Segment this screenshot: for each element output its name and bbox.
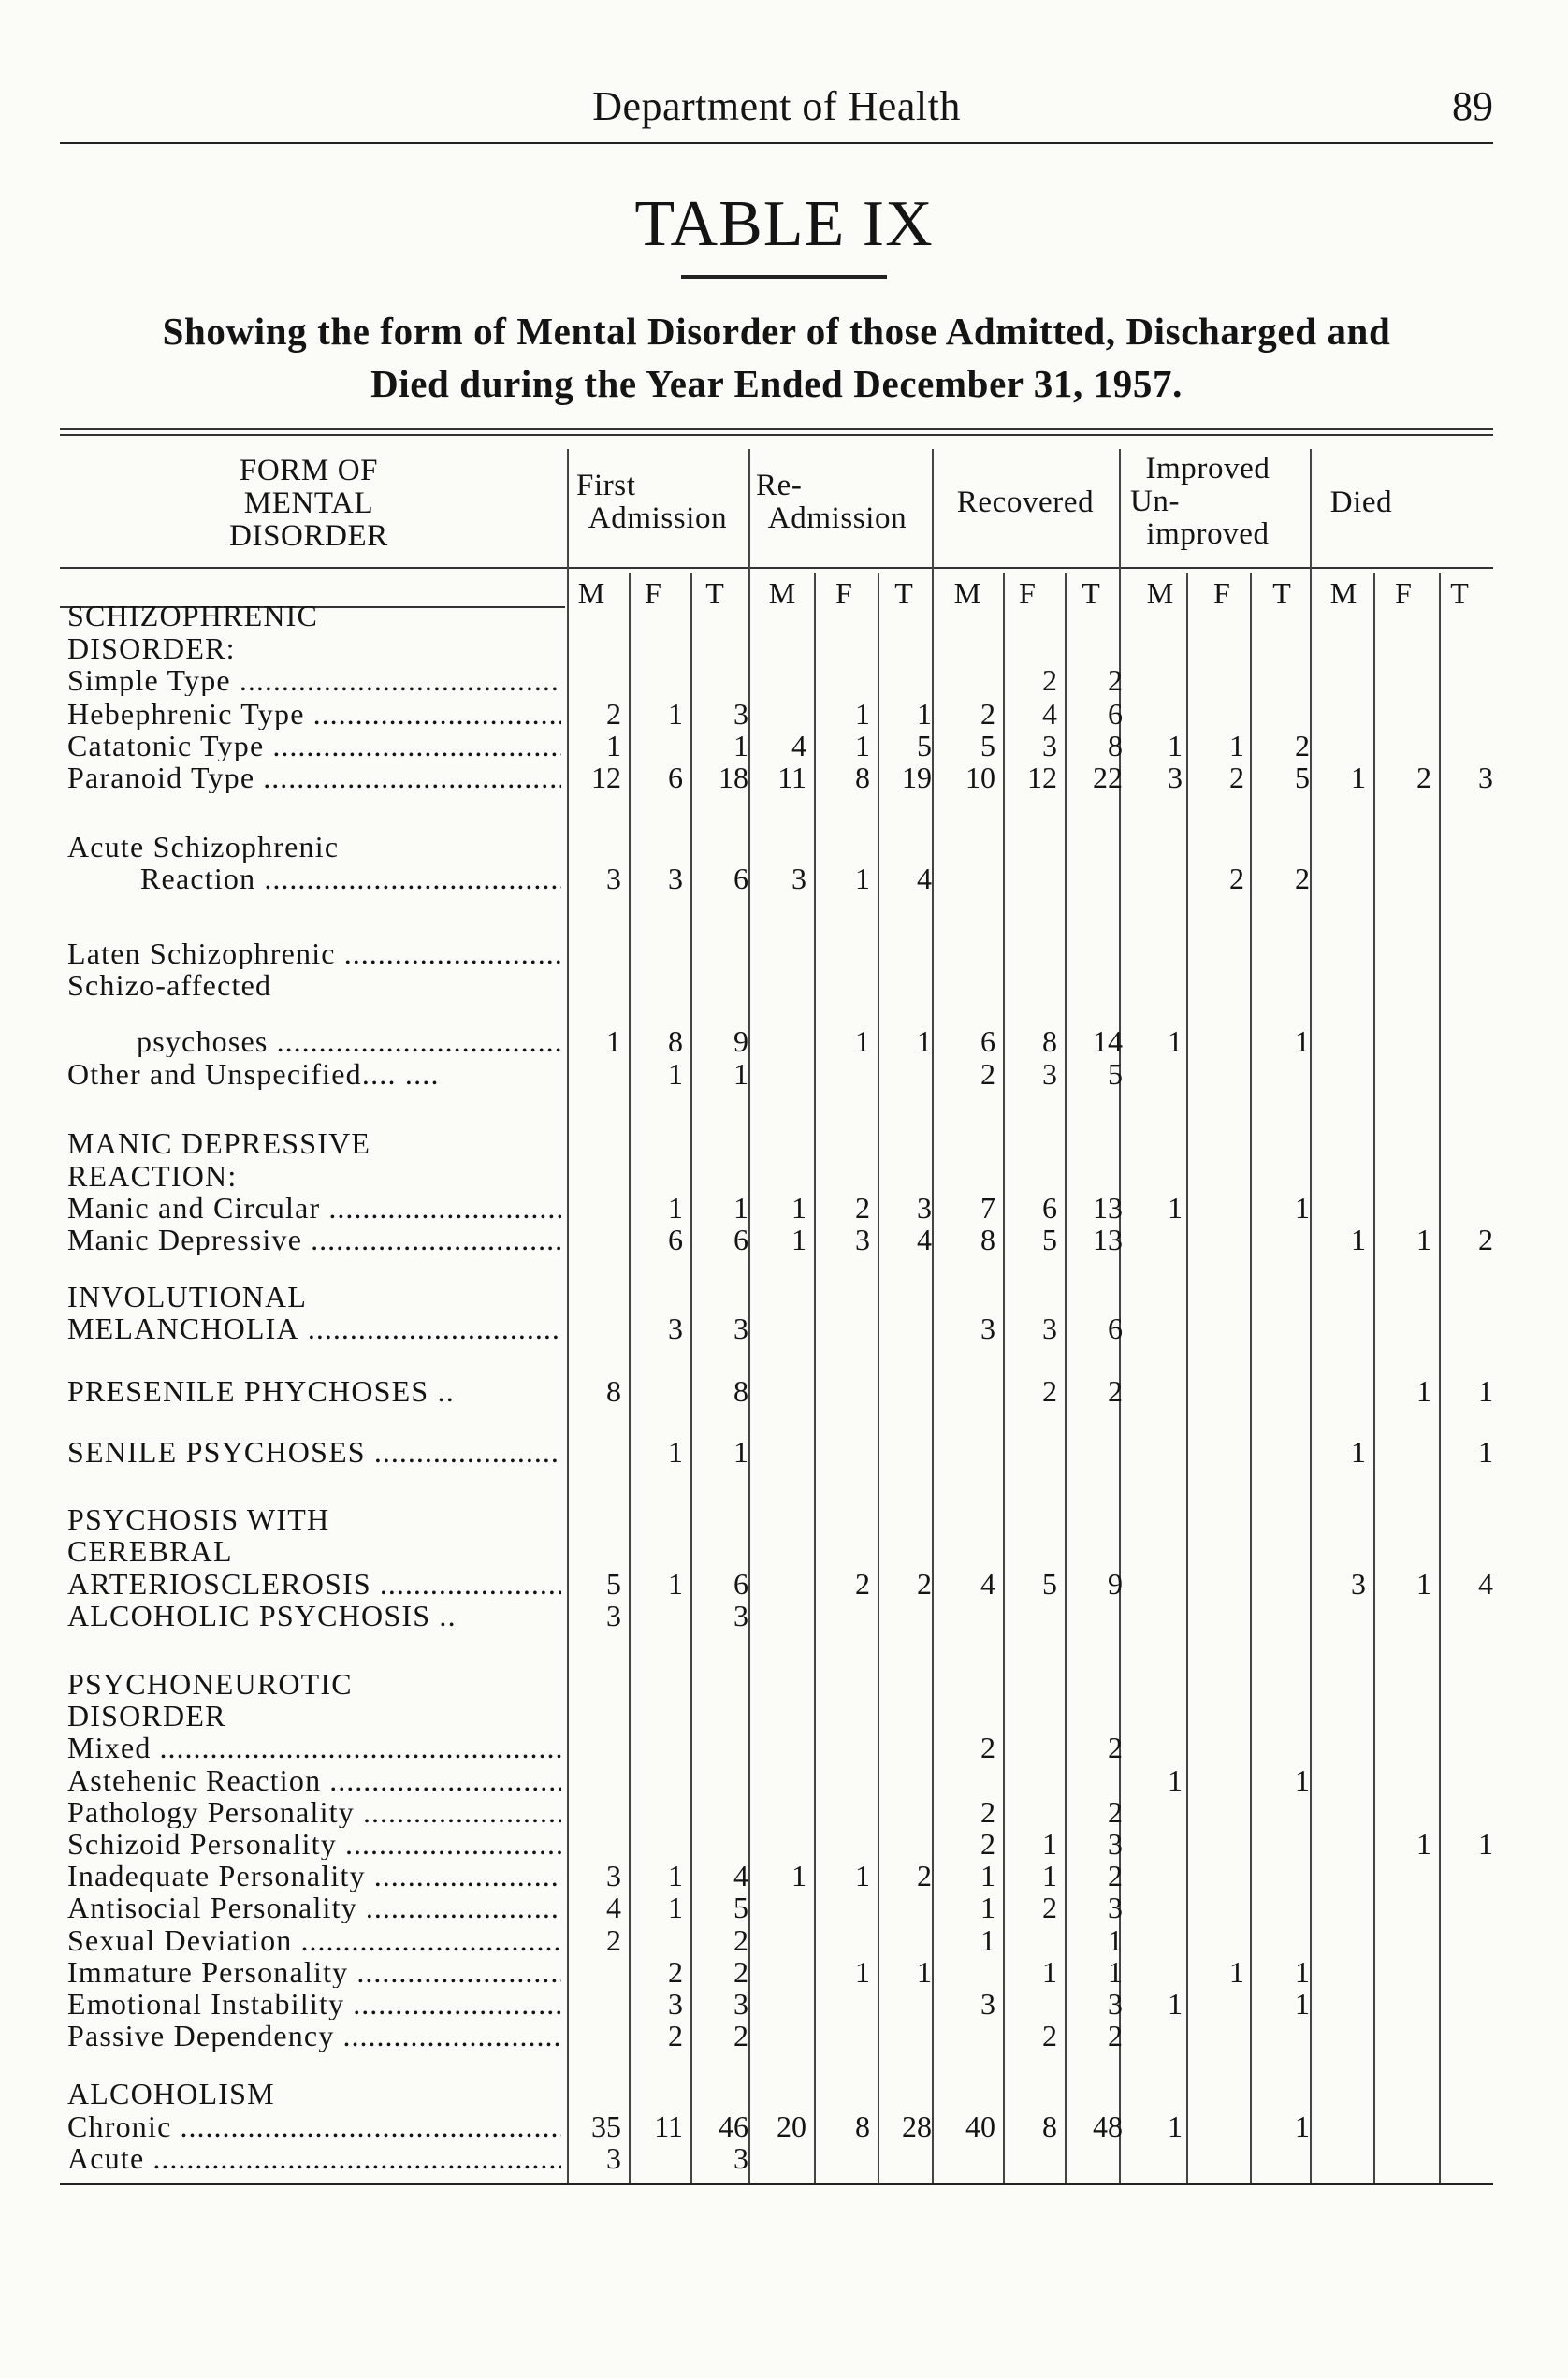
table-cell: 1 bbox=[1295, 1191, 1310, 1225]
table-cell: 3 bbox=[855, 1223, 870, 1256]
table-cell: 1 bbox=[855, 697, 870, 731]
table-cell: 1 bbox=[668, 697, 683, 731]
table-cell: 6 bbox=[1108, 697, 1123, 731]
table-cell: 3 bbox=[668, 862, 683, 895]
table-cell: 1 bbox=[1229, 1955, 1244, 1989]
row-label: PSYCHONEUROTIC bbox=[67, 1668, 353, 1700]
table-cell: 3 bbox=[606, 1599, 621, 1632]
table-cell: 2 bbox=[733, 1923, 748, 1957]
row-label: Immature Personality ..... bbox=[67, 1956, 561, 1988]
first-line-2: Admission bbox=[588, 501, 728, 535]
table-cell: 1 bbox=[791, 1223, 806, 1256]
row-label: PRESENILE PHYCHOSES .. bbox=[67, 1375, 456, 1407]
table-cell: 1 bbox=[1295, 2110, 1310, 2143]
table-row bbox=[67, 969, 561, 1001]
table-cell: 1 bbox=[1351, 761, 1366, 794]
table-cell: 1 bbox=[1295, 1955, 1310, 1989]
row-label: Schizo-affected bbox=[67, 969, 272, 1001]
table-cell: 2 bbox=[1478, 1223, 1493, 1256]
table-cell: 1 bbox=[1295, 1024, 1310, 1058]
table-cell: 1 bbox=[668, 1567, 683, 1601]
table-cell: 5 bbox=[1042, 1567, 1057, 1601]
table-cell: 2 bbox=[1295, 729, 1310, 762]
row-label: Passive Dependency ..... bbox=[67, 2020, 561, 2052]
table-cell: 1 bbox=[1478, 1435, 1493, 1469]
table-row bbox=[67, 1600, 561, 1631]
row-label: Paranoid Type ..... bbox=[67, 761, 561, 793]
table-cell: 13 bbox=[1093, 1191, 1123, 1225]
table-cell: 1 bbox=[733, 1191, 748, 1225]
table-cell: 2 bbox=[980, 697, 995, 731]
table-cell: 2 bbox=[1042, 1891, 1057, 1924]
col-head-died: Died bbox=[1329, 486, 1393, 519]
table-cell: 9 bbox=[733, 1024, 748, 1058]
column-rule bbox=[1186, 573, 1188, 2183]
table-cell: 8 bbox=[1108, 729, 1123, 762]
table-row bbox=[67, 1436, 561, 1468]
table-cell: 1 bbox=[980, 1923, 995, 1957]
table-row bbox=[67, 1535, 561, 1567]
table-cell: 1 bbox=[1229, 729, 1244, 762]
table-cell: 14 bbox=[1093, 1024, 1123, 1058]
table-row bbox=[67, 1025, 561, 1057]
table-cell: 1 bbox=[855, 1859, 870, 1892]
row-label: MANIC DEPRESSIVE bbox=[67, 1127, 371, 1159]
table-cell: 3 bbox=[1478, 761, 1493, 794]
table-row bbox=[67, 1568, 561, 1600]
row-label: Simple Type ..... bbox=[67, 664, 561, 696]
table-cell: 3 bbox=[733, 2141, 748, 2175]
table-cell: 6 bbox=[980, 1024, 995, 1058]
table-row bbox=[67, 698, 561, 730]
table-row bbox=[67, 1796, 561, 1828]
first-line-1: First bbox=[576, 469, 636, 502]
row-label: CEREBRAL bbox=[67, 1535, 233, 1567]
table-cell: 4 bbox=[733, 1859, 748, 1892]
table-cell: 1 bbox=[606, 1024, 621, 1058]
table-cell: 1 bbox=[1416, 1567, 1431, 1601]
row-label: SENILE PSYCHOSES ..... bbox=[67, 1436, 561, 1468]
table-cell: 3 bbox=[668, 1987, 683, 2021]
table-row bbox=[67, 863, 561, 894]
table-row bbox=[67, 1988, 561, 2020]
table-cell: 2 bbox=[733, 1955, 748, 1989]
subhead-f: F bbox=[645, 576, 661, 610]
table-cell: 1 bbox=[1168, 1763, 1183, 1797]
table-bottom-rule bbox=[60, 2183, 1493, 2185]
table-row bbox=[67, 1892, 561, 1923]
table-cell: 1 bbox=[1478, 1827, 1493, 1861]
table-row bbox=[67, 1192, 561, 1224]
table-cell: 1 bbox=[917, 1955, 932, 1989]
table-cell: 3 bbox=[668, 1312, 683, 1345]
table-row bbox=[67, 1160, 561, 1192]
table-cell: 8 bbox=[855, 2110, 870, 2143]
row-label: PSYCHOSIS WITH bbox=[67, 1503, 330, 1535]
header-rule bbox=[60, 142, 1493, 144]
table-cell: 1 bbox=[668, 1891, 683, 1924]
table-cell: 8 bbox=[1042, 2110, 1057, 2143]
subhead-f: F bbox=[1213, 576, 1230, 610]
table-cell: 1 bbox=[791, 1191, 806, 1225]
col-head-first-admission bbox=[569, 470, 747, 535]
table-cell: 6 bbox=[733, 1567, 748, 1601]
table-cell: 1 bbox=[1168, 1024, 1183, 1058]
table-cell: 1 bbox=[668, 1859, 683, 1892]
table-cell: 2 bbox=[1042, 2019, 1057, 2052]
subhead-t: T bbox=[1082, 576, 1100, 610]
table-row bbox=[67, 1127, 561, 1159]
row-label: ARTERIOSCLEROSIS ..... bbox=[67, 1568, 561, 1600]
table-row bbox=[67, 1764, 561, 1796]
table-cell: 3 bbox=[1168, 761, 1183, 794]
table-cell: 2 bbox=[917, 1859, 932, 1892]
table-cell: 3 bbox=[1042, 1312, 1057, 1345]
subhead-t: T bbox=[894, 576, 913, 610]
subhead-t: T bbox=[1450, 576, 1469, 610]
table-cell: 1 bbox=[733, 729, 748, 762]
table-cell: 5 bbox=[733, 1891, 748, 1924]
table-cell: 1 bbox=[980, 1891, 995, 1924]
table-cell: 1 bbox=[791, 1859, 806, 1892]
subhead-m: M bbox=[1329, 576, 1357, 610]
table-row bbox=[67, 600, 561, 631]
subhead-f: F bbox=[1395, 576, 1412, 610]
table-cell: 1 bbox=[1295, 1763, 1310, 1797]
table-cell: 2 bbox=[1042, 663, 1057, 697]
improved-line-1: Improved bbox=[1145, 452, 1270, 486]
table-cell: 1 bbox=[1351, 1435, 1366, 1469]
table-cell: 1 bbox=[917, 1024, 932, 1058]
table-row bbox=[67, 1375, 561, 1407]
table-cell: 1 bbox=[1351, 1223, 1366, 1256]
subtitle-line-2: Died during the Year Ended December 31, 1957. bbox=[370, 362, 1183, 405]
table-row bbox=[67, 1224, 561, 1255]
table-cell: 6 bbox=[668, 761, 683, 794]
table-cell: 13 bbox=[1093, 1223, 1123, 1256]
table-cell: 8 bbox=[668, 1024, 683, 1058]
table-cell: 1 bbox=[1168, 1987, 1183, 2021]
table-cell: 1 bbox=[733, 1435, 748, 1469]
table-cell: 2 bbox=[1229, 761, 1244, 794]
table-cell: 4 bbox=[1042, 697, 1057, 731]
table-cell: 2 bbox=[980, 1795, 995, 1829]
table-cell: 3 bbox=[1042, 729, 1057, 762]
subhead-f: F bbox=[835, 576, 852, 610]
row-label: DISORDER: bbox=[67, 632, 236, 664]
table-cell: 2 bbox=[606, 697, 621, 731]
table-cell: 1 bbox=[855, 1024, 870, 1058]
table-cell: 6 bbox=[733, 862, 748, 895]
table-cell: 6 bbox=[1108, 1312, 1123, 1345]
table-row bbox=[67, 730, 561, 761]
table-cell: 3 bbox=[1042, 1057, 1057, 1091]
table-row bbox=[67, 1732, 561, 1763]
table-row bbox=[67, 1956, 561, 1988]
table-cell: 3 bbox=[733, 697, 748, 731]
re-line-2: Admission bbox=[767, 501, 907, 535]
row-label: Schizoid Personality ..... bbox=[67, 1828, 561, 1860]
column-rule bbox=[629, 573, 631, 2183]
table-cell: 6 bbox=[668, 1223, 683, 1256]
table-cell: 2 bbox=[606, 1923, 621, 1957]
column-rule bbox=[1250, 573, 1252, 2183]
row-label: MELANCHOLIA ..... bbox=[67, 1312, 561, 1344]
row-label: Laten Schizophrenic ..... bbox=[67, 937, 561, 969]
improved-line-2: Un- bbox=[1130, 485, 1181, 518]
table-cell: 20 bbox=[777, 2110, 806, 2143]
subhead-t: T bbox=[705, 576, 724, 610]
table-cell: 2 bbox=[1295, 862, 1310, 895]
table-cell: 18 bbox=[719, 761, 748, 794]
row-label: Sexual Deviation ..... bbox=[67, 1924, 561, 1956]
table-cell: 1 bbox=[1168, 729, 1183, 762]
table-cell: 5 bbox=[980, 729, 995, 762]
row-label: Reaction ..... bbox=[140, 863, 561, 894]
table-cell: 2 bbox=[917, 1567, 932, 1601]
table-cell: 2 bbox=[980, 1731, 995, 1764]
table-cell: 4 bbox=[980, 1567, 995, 1601]
table-row bbox=[67, 1700, 561, 1732]
col-head-recovered: Recovered bbox=[956, 486, 1095, 519]
table-row bbox=[67, 1668, 561, 1700]
table-cell: 1 bbox=[1168, 1191, 1183, 1225]
table-cell: 5 bbox=[1295, 761, 1310, 794]
table-cell: 1 bbox=[606, 729, 621, 762]
page-number: 89 bbox=[1452, 83, 1493, 129]
table-cell: 2 bbox=[1108, 1859, 1123, 1892]
table-cell: 3 bbox=[1108, 1827, 1123, 1861]
table-cell: 5 bbox=[1042, 1223, 1057, 1256]
table-cell: 1 bbox=[1416, 1223, 1431, 1256]
table-cell: 28 bbox=[902, 2110, 932, 2143]
table-cell: 2 bbox=[855, 1567, 870, 1601]
table-cell: 1 bbox=[855, 1955, 870, 1989]
table-cell: 22 bbox=[1093, 761, 1123, 794]
table-cell: 4 bbox=[791, 729, 806, 762]
table-cell: 1 bbox=[1108, 1955, 1123, 1989]
table-cell: 1 bbox=[917, 697, 932, 731]
table-cell: 3 bbox=[1108, 1987, 1123, 2021]
table-cell: 4 bbox=[917, 1223, 932, 1256]
col-head-form bbox=[168, 455, 449, 553]
subhead-m: M bbox=[768, 576, 796, 610]
table-cell: 1 bbox=[1042, 1859, 1057, 1892]
row-label: Manic and Circular ..... bbox=[67, 1192, 561, 1224]
table-cell: 8 bbox=[1042, 1024, 1057, 1058]
table-cell: 3 bbox=[1108, 1891, 1123, 1924]
table-cell: 5 bbox=[1108, 1057, 1123, 1091]
title-underline bbox=[681, 275, 887, 279]
table-cell: 1 bbox=[1108, 1923, 1123, 1957]
table-cell: 4 bbox=[917, 862, 932, 895]
table-row bbox=[67, 761, 561, 793]
row-label: Inadequate Personality ..... bbox=[67, 1860, 561, 1892]
table-cell: 1 bbox=[668, 1057, 683, 1091]
table-cell: 12 bbox=[591, 761, 621, 794]
header-divider bbox=[60, 567, 1493, 569]
table-cell: 8 bbox=[980, 1223, 995, 1256]
table-row bbox=[67, 937, 561, 969]
row-label: Other and Unspecified.... .... bbox=[67, 1058, 440, 1090]
table-cell: 2 bbox=[1229, 862, 1244, 895]
row-label: SCHIZOPHRENIC bbox=[67, 600, 319, 631]
row-label: Manic Depressive ..... bbox=[67, 1224, 561, 1255]
table-cell: 3 bbox=[733, 1312, 748, 1345]
table-cell: 2 bbox=[1108, 663, 1123, 697]
table-cell: 12 bbox=[1027, 761, 1057, 794]
row-label: Astehenic Reaction ..... bbox=[67, 1764, 561, 1796]
col-head-improved bbox=[1119, 453, 1297, 551]
table-cell: 2 bbox=[1108, 1795, 1123, 1829]
table-cell: 1 bbox=[1416, 1827, 1431, 1861]
row-label: Emotional Instability ..... bbox=[67, 1988, 561, 2020]
row-label: DISORDER bbox=[67, 1700, 226, 1732]
table-cell: 3 bbox=[733, 1987, 748, 2021]
table-cell: 1 bbox=[980, 1859, 995, 1892]
table-cell: 1 bbox=[1042, 1955, 1057, 1989]
table-row bbox=[67, 1281, 561, 1312]
table-cell: 1 bbox=[733, 1057, 748, 1091]
column-rule bbox=[932, 449, 934, 2183]
re-line-1: Re- bbox=[756, 469, 803, 502]
table-cell: 3 bbox=[1351, 1567, 1366, 1601]
table-cell: 11 bbox=[654, 2110, 683, 2143]
table-cell: 8 bbox=[733, 1374, 748, 1408]
table-cell: 1 bbox=[1416, 1374, 1431, 1408]
table-cell: 8 bbox=[606, 1374, 621, 1408]
subhead-f: F bbox=[1019, 576, 1036, 610]
table-row bbox=[67, 2078, 561, 2110]
row-label: Mixed ..... bbox=[67, 1732, 561, 1763]
row-label: Hebephrenic Type ..... bbox=[67, 698, 561, 730]
table-cell: 1 bbox=[668, 1191, 683, 1225]
table-top-rule-2 bbox=[60, 434, 1493, 436]
improved-line-3: improved bbox=[1146, 517, 1270, 551]
table-cell: 1 bbox=[1042, 1827, 1057, 1861]
row-label: psychoses ..... bbox=[137, 1025, 561, 1057]
table-cell: 46 bbox=[719, 2110, 748, 2143]
subhead-m: M bbox=[1146, 576, 1174, 610]
table-cell: 3 bbox=[791, 862, 806, 895]
row-label: ALCOHOLISM bbox=[67, 2078, 275, 2110]
table-row bbox=[67, 1312, 561, 1344]
table-top-rule bbox=[60, 428, 1493, 430]
subhead-t: T bbox=[1272, 576, 1291, 610]
table-row bbox=[67, 2142, 561, 2174]
col-head-readmission bbox=[748, 470, 926, 535]
table-cell: 4 bbox=[1478, 1567, 1493, 1601]
table-cell: 5 bbox=[917, 729, 932, 762]
table-cell: 1 bbox=[855, 862, 870, 895]
table-cell: 3 bbox=[917, 1191, 932, 1225]
col-head-form-line-1: FORM OF bbox=[239, 454, 379, 487]
row-label: Pathology Personality ..... bbox=[67, 1796, 561, 1828]
table-cell: 2 bbox=[668, 1955, 683, 1989]
table-cell: 40 bbox=[965, 2110, 995, 2143]
table-cell: 3 bbox=[606, 1859, 621, 1892]
col-head-form-line-2: MENTAL DISORDER bbox=[229, 486, 388, 553]
table-cell: 7 bbox=[980, 1191, 995, 1225]
table-cell: 3 bbox=[606, 862, 621, 895]
table-cell: 4 bbox=[606, 1891, 621, 1924]
row-label: INVOLUTIONAL bbox=[67, 1281, 308, 1312]
table-cell: 2 bbox=[980, 1827, 995, 1861]
table-cell: 2 bbox=[668, 2019, 683, 2052]
table-cell: 2 bbox=[1042, 1374, 1057, 1408]
table-row bbox=[67, 664, 561, 696]
table-cell: 1 bbox=[855, 729, 870, 762]
table-cell: 19 bbox=[902, 761, 932, 794]
table-row bbox=[67, 2110, 561, 2142]
table-cell: 2 bbox=[1108, 1374, 1123, 1408]
table-cell: 2 bbox=[1416, 761, 1431, 794]
running-head-title: Department of Health bbox=[592, 83, 961, 129]
table-cell: 9 bbox=[1108, 1567, 1123, 1601]
table-row bbox=[67, 1860, 561, 1892]
table-cell: 5 bbox=[606, 1567, 621, 1601]
table-cell: 3 bbox=[980, 1312, 995, 1345]
column-rule bbox=[1310, 449, 1312, 2183]
column-rule bbox=[748, 449, 750, 2183]
table-cell: 1 bbox=[1168, 2110, 1183, 2143]
table-cell: 1 bbox=[1478, 1374, 1493, 1408]
row-label: ALCOHOLIC PSYCHOSIS .. bbox=[67, 1600, 457, 1631]
table-cell: 10 bbox=[965, 761, 995, 794]
table-row bbox=[67, 1828, 561, 1860]
table-cell: 3 bbox=[980, 1987, 995, 2021]
table-cell: 48 bbox=[1093, 2110, 1123, 2143]
table-cell: 1 bbox=[1295, 1987, 1310, 2021]
table-cell: 8 bbox=[855, 761, 870, 794]
table-cell: 6 bbox=[1042, 1191, 1057, 1225]
table-cell: 11 bbox=[777, 761, 806, 794]
table-row bbox=[67, 2020, 561, 2052]
table-cell: 1 bbox=[668, 1435, 683, 1469]
table-row bbox=[67, 831, 561, 863]
table-cell: 3 bbox=[733, 1599, 748, 1632]
table-cell: 6 bbox=[733, 1223, 748, 1256]
row-label: Chronic ..... bbox=[67, 2110, 561, 2142]
running-head bbox=[60, 82, 1493, 138]
column-rule bbox=[814, 573, 816, 2183]
table-row bbox=[67, 1924, 561, 1956]
table-cell: 2 bbox=[1108, 1731, 1123, 1764]
table-cell: 2 bbox=[855, 1191, 870, 1225]
table-row bbox=[67, 632, 561, 664]
table-row bbox=[67, 1503, 561, 1535]
table-cell: 2 bbox=[733, 2019, 748, 2052]
table-title: TABLE IX bbox=[634, 188, 934, 260]
table-cell: 35 bbox=[591, 2110, 621, 2143]
row-label: REACTION: bbox=[67, 1160, 238, 1192]
table-subtitle bbox=[60, 305, 1493, 410]
row-label: Acute ..... bbox=[67, 2142, 561, 2174]
subtitle-line-1: Showing the form of Mental Disorder of those Admitted, Discharged and bbox=[162, 310, 1391, 353]
table-cell: 2 bbox=[980, 1057, 995, 1091]
row-label: Acute Schizophrenic bbox=[67, 831, 340, 863]
table-row bbox=[67, 1058, 561, 1090]
row-label: Catatonic Type ..... bbox=[67, 730, 561, 761]
column-rule bbox=[878, 573, 879, 2183]
subhead-m: M bbox=[953, 576, 981, 610]
row-label: Antisocial Personality ..... bbox=[67, 1892, 561, 1923]
table-cell: 3 bbox=[606, 2141, 621, 2175]
subhead-m: M bbox=[577, 576, 605, 610]
table-cell: 2 bbox=[1108, 2019, 1123, 2052]
